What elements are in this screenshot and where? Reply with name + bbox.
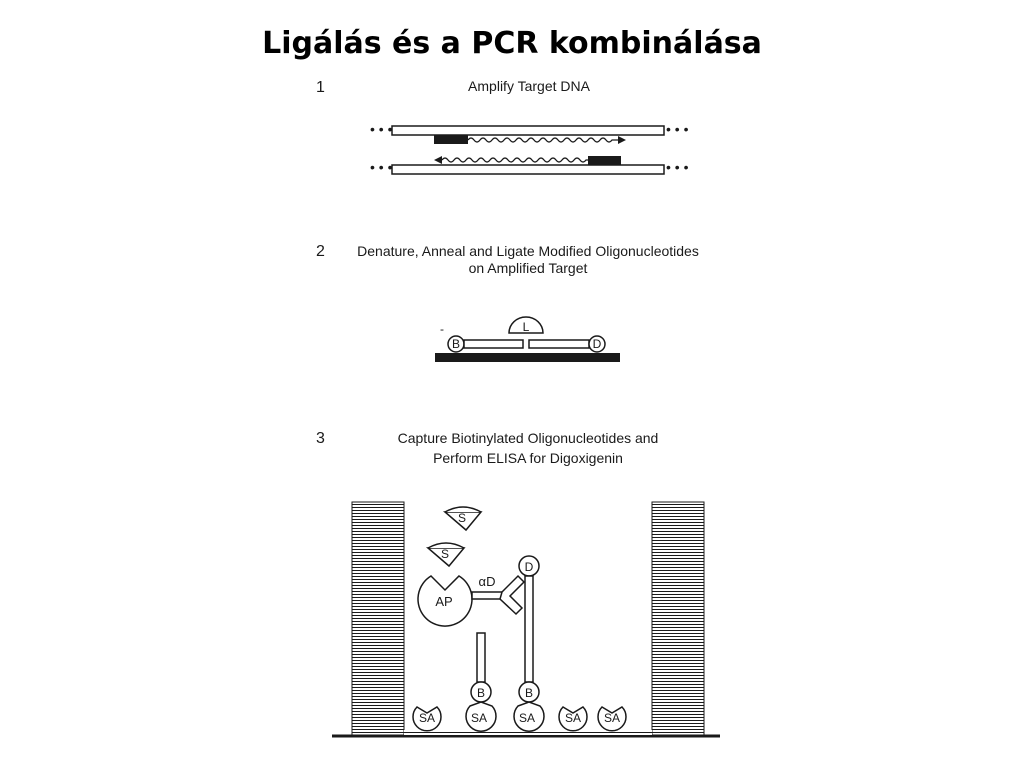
step-2-title-line-2: on Amplified Target — [468, 260, 588, 276]
biotin-label: B — [451, 337, 461, 351]
oligo-left — [448, 336, 523, 352]
ap-label: AP — [435, 594, 453, 609]
sa-label-2: SA — [470, 711, 488, 725]
step-3 — [316, 430, 720, 736]
extension-wave-bottom — [442, 158, 588, 162]
digoxigenin-label: D — [592, 337, 602, 351]
oligo-short-column — [477, 633, 485, 682]
streptavidin-row — [413, 702, 626, 731]
ligase-label: L — [522, 320, 530, 334]
arrow-left-icon — [434, 156, 442, 164]
svg-text:-: - — [440, 322, 444, 336]
biotin-right — [519, 682, 539, 702]
svg-text:• • •: • • • — [666, 121, 689, 137]
anti-digoxigenin-antibody — [472, 574, 524, 614]
step-2-title-line-1: Denature, Anneal and Ligate Modified Oligonucleotides — [357, 243, 699, 259]
substrate-top — [445, 507, 481, 530]
oligo-digoxigenin-column — [519, 556, 539, 682]
substrate-bottom — [428, 543, 464, 566]
streptavidin-1 — [413, 707, 441, 731]
sa-label-3: SA — [518, 711, 536, 725]
dna-strand-bottom — [370, 159, 689, 175]
step-2-number: 2 — [316, 243, 325, 260]
sa-label-1: SA — [418, 711, 436, 725]
primer-top — [434, 135, 626, 144]
biotin-label-right: B — [524, 686, 534, 700]
arrow-right-icon — [618, 136, 626, 144]
target-strand — [435, 353, 620, 362]
sa-label-5: SA — [603, 711, 621, 725]
anti-d-label: αD — [478, 574, 496, 589]
step-1-number: 1 — [316, 79, 325, 96]
digoxigenin-label-well: D — [524, 560, 534, 574]
primer-bottom — [434, 156, 621, 165]
dna-strand-top — [370, 121, 689, 137]
substrate-label-top: S — [457, 511, 467, 525]
oligo-right — [529, 336, 605, 352]
ligase — [509, 317, 543, 334]
step-3-title-line-1: Capture Biotinylated Oligonucleotides and — [397, 430, 659, 446]
svg-text:• • •: • • • — [370, 159, 393, 175]
biotin-left — [471, 682, 491, 702]
step-3-number: 3 — [316, 430, 325, 447]
svg-text:• • •: • • • — [370, 121, 393, 137]
streptavidin-4 — [559, 707, 587, 731]
svg-text:• • •: • • • — [666, 159, 689, 175]
sa-label-4: SA — [564, 711, 582, 725]
biotin-label-left: B — [476, 686, 486, 700]
slide-title: Ligálás és a PCR kombinálása — [262, 26, 762, 61]
well-wall-right — [652, 502, 704, 736]
streptavidin-5 — [598, 707, 626, 731]
step-3-title-line-2: Perform ELISA for Digoxigenin — [433, 450, 623, 466]
step-1 — [316, 78, 689, 175]
alkaline-phosphatase — [418, 576, 472, 626]
well-wall-left — [352, 502, 404, 736]
substrate-label-bottom: S — [440, 547, 450, 561]
step-2 — [316, 243, 699, 362]
streptavidin-3 — [514, 702, 544, 731]
step-1-title: Amplify Target DNA — [468, 78, 590, 94]
extension-wave-top — [468, 138, 618, 142]
streptavidin-2 — [466, 702, 496, 731]
